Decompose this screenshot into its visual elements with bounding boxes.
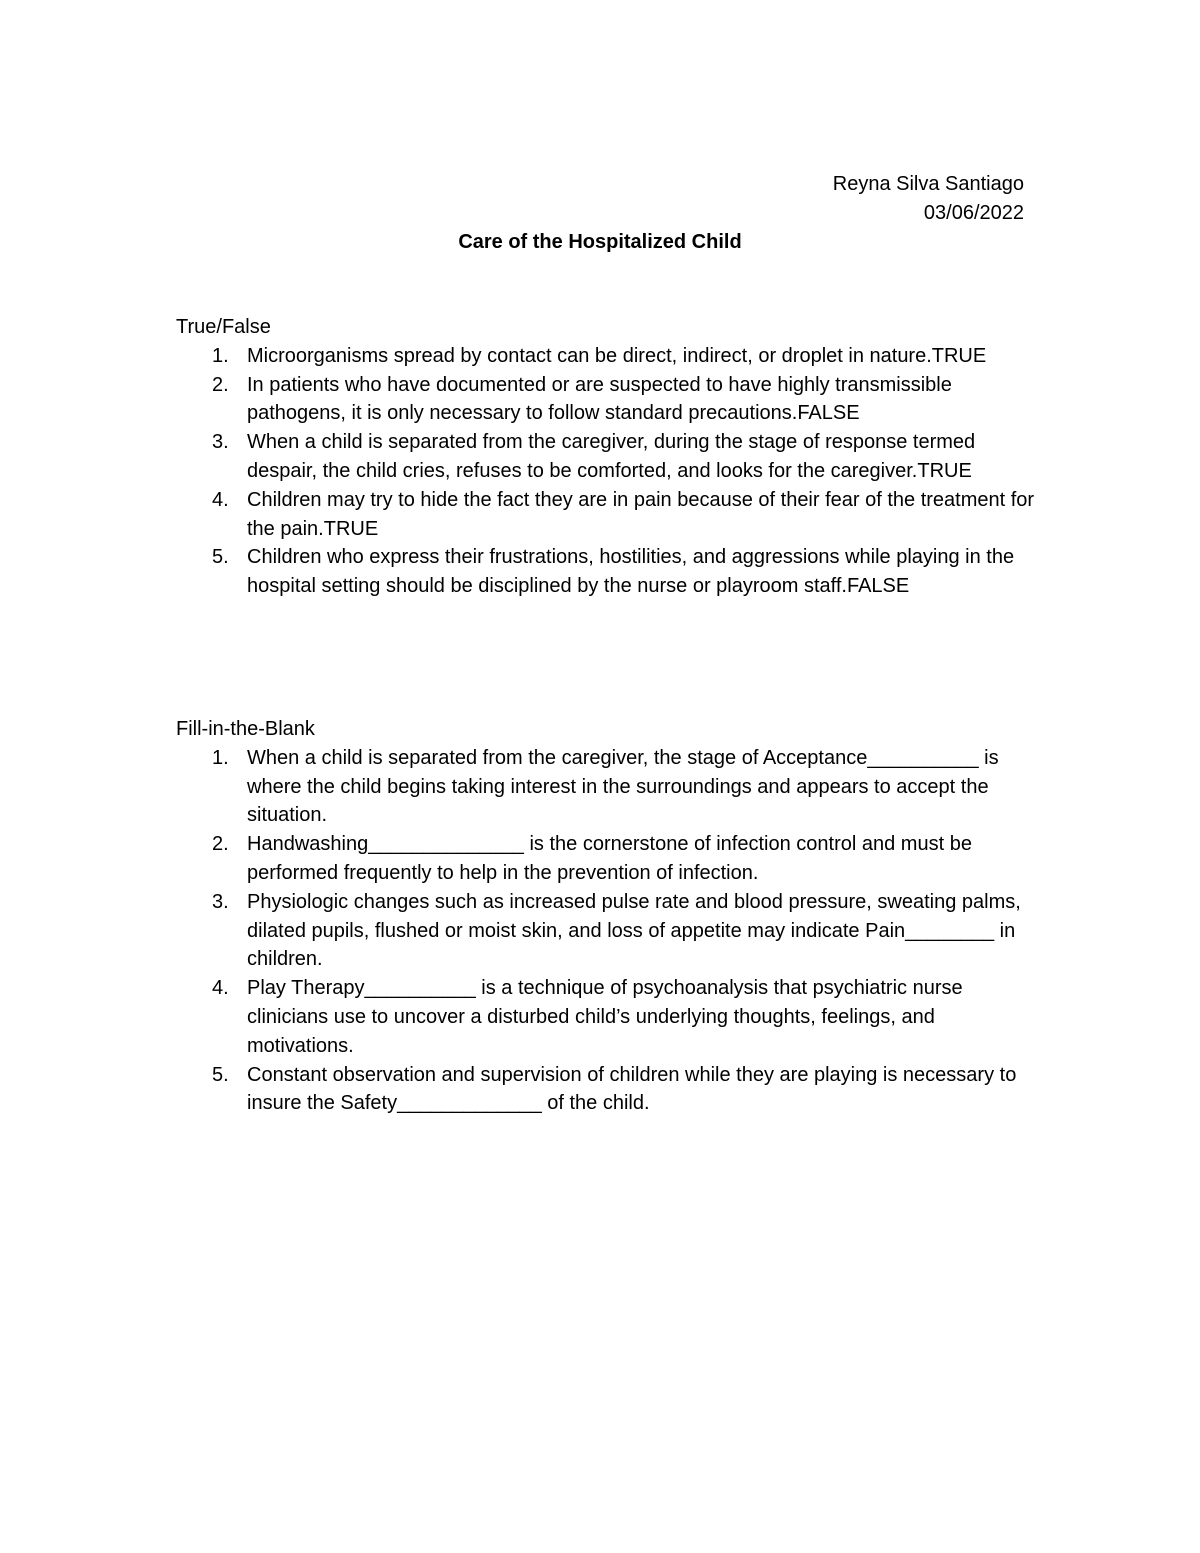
list-item xyxy=(176,830,1036,888)
list-item xyxy=(176,888,1036,974)
list-item xyxy=(176,1061,1036,1119)
list-item xyxy=(176,371,1036,429)
item-number: 5. xyxy=(212,546,229,569)
item-text: Handwashing______________ is the cornerstone of infection control and must be performed frequently to help in the prevention of infection. xyxy=(247,833,972,884)
fill-in-blank-heading: Fill-in-the-Blank xyxy=(176,718,315,740)
list-item xyxy=(176,974,1036,1060)
item-number: 2. xyxy=(212,833,229,856)
item-number: 4. xyxy=(212,488,229,511)
list-item xyxy=(176,428,1036,486)
item-number: 1. xyxy=(212,746,229,769)
item-number: 2. xyxy=(212,373,229,396)
list-item xyxy=(176,342,1036,371)
item-text: Children may try to hide the fact they are in pain because of their fear of the treatment for the pain.TRUE xyxy=(247,488,1035,540)
item-text: In patients who have documented or are suspected to have highly transmissible pathogens, it is only necessary to follow standard precautions.FALSE xyxy=(247,373,952,425)
item-number: 1. xyxy=(212,344,229,367)
list-item xyxy=(176,744,1036,830)
author-name: Reyna Silva Santiago xyxy=(832,173,1024,195)
item-number: 5. xyxy=(212,1063,229,1086)
page-title: Care of the Hospitalized Child xyxy=(458,231,742,253)
item-number: 3. xyxy=(212,890,229,913)
list-item xyxy=(176,543,1036,601)
item-text: Play Therapy__________ is a technique of psychoanalysis that psychiatric nurse clinicians use to uncover a disturbed child’s underlying thoughts, feelings, and motivations. xyxy=(247,977,963,1057)
item-number: 4. xyxy=(212,977,229,1000)
item-text: Microorganisms spread by contact can be direct, indirect, or droplet in nature.TRUE xyxy=(247,344,987,367)
fill-in-blank-section xyxy=(176,715,1036,1118)
true-false-section xyxy=(176,313,1036,601)
item-text: When a child is separated from the caregiver, the stage of Acceptance__________ is where the child begins taking interest in the surroundings and appears to accept the situation. xyxy=(247,746,999,827)
item-text: Physiologic changes such as increased pulse rate and blood pressure, sweating palms, dilated pupils, flushed or moist skin, and loss of appetite may indicate Pain________ in children. xyxy=(247,890,1021,971)
list-item xyxy=(176,486,1036,544)
header-block xyxy=(833,170,1024,228)
item-text: Constant observation and supervision of children while they are playing is necessary to insure the Safety_____________ of the child. xyxy=(247,1063,1017,1115)
true-false-list xyxy=(176,342,1036,601)
fill-in-blank-list xyxy=(176,744,1036,1118)
true-false-heading: True/False xyxy=(176,316,271,338)
item-number: 3. xyxy=(212,431,229,454)
item-text: When a child is separated from the caregiver, during the stage of response termed despair, the child cries, refuses to be comforted, and looks for the caregiver.TRUE xyxy=(247,431,976,482)
document-date: 03/06/2022 xyxy=(923,202,1024,224)
item-text: Children who express their frustrations, hostilities, and aggressions while playing in the hospital setting should be disciplined by the nurse or playroom staff.FALSE xyxy=(247,546,1015,598)
